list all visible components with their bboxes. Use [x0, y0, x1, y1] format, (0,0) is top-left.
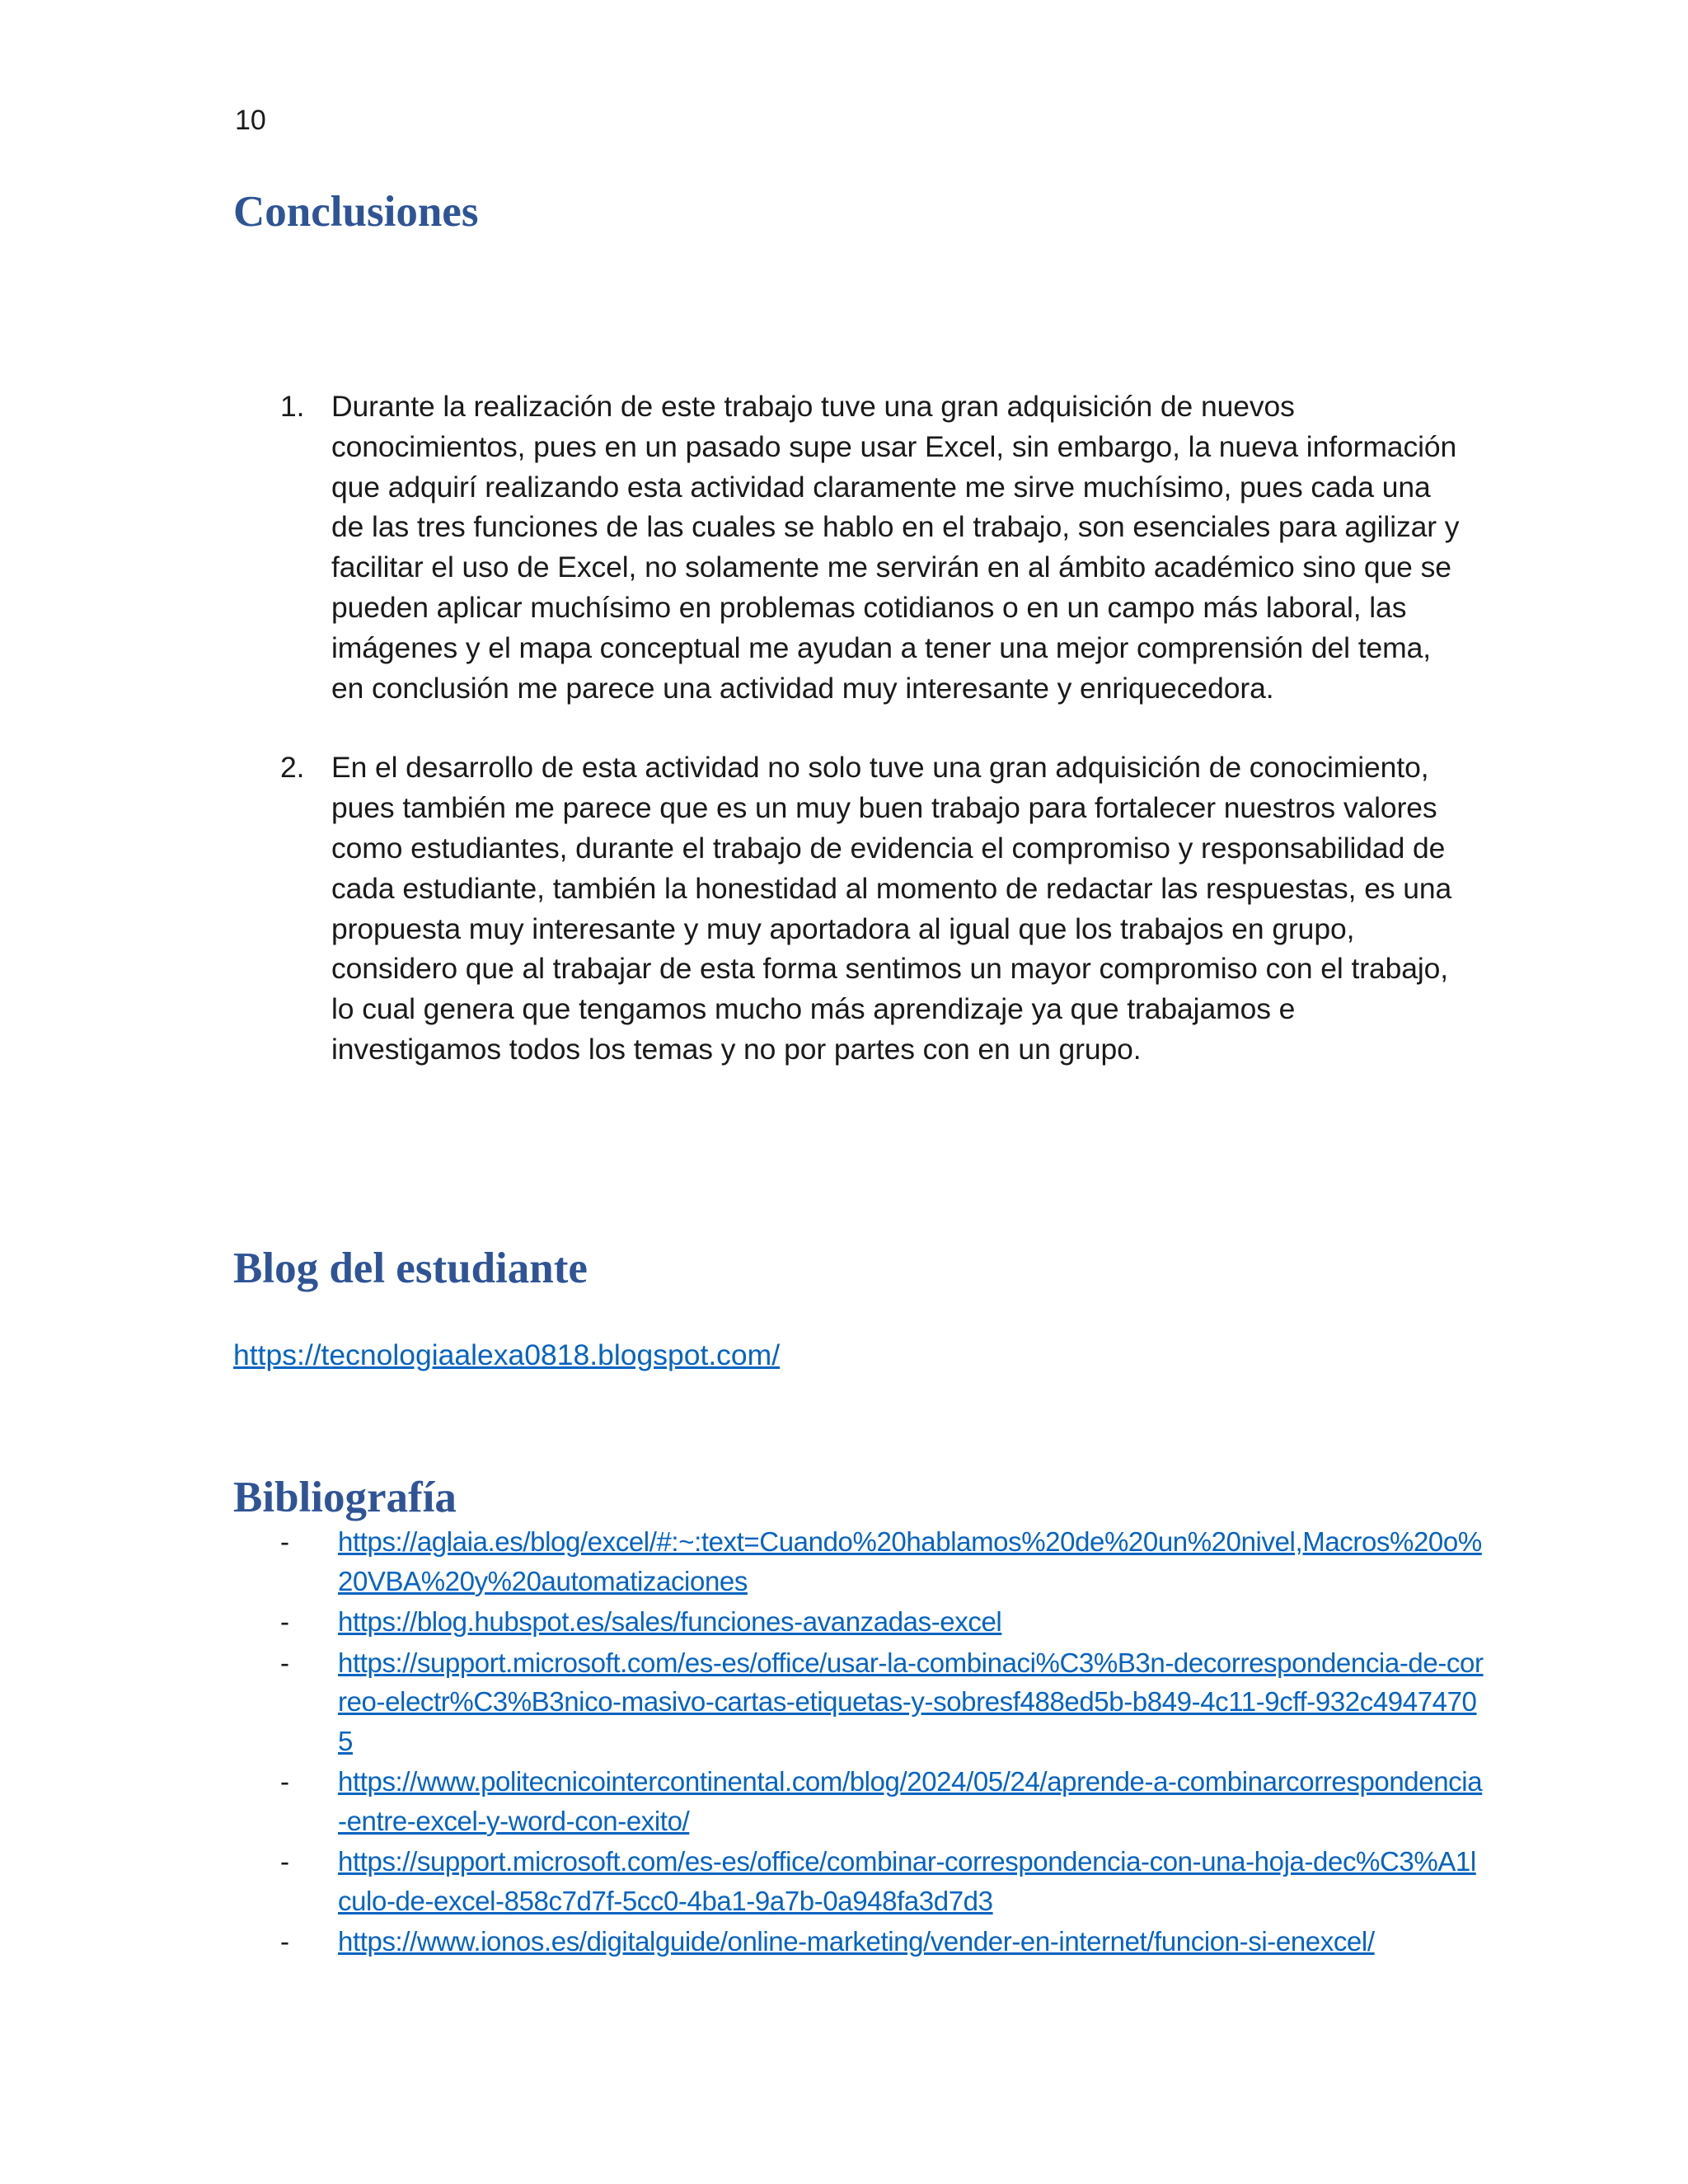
conclusion-item-text: En el desarrollo de esta actividad no solo tuve una gran adquisición de conocimiento, pues también me parece que es un muy buen trabajo para fortalecer nuestros valores como estudiantes, durante el trabajo de evidencia el compromiso y responsabilidad de cada estudiante, también la honestidad al momento de redactar las respuestas, es una propuesta muy interesante y muy aportadora al igual que los trabajos en grupo, considero que al trabajar de esta forma sentimos un mayor compromiso con el trabajo, lo cual genera que tengamos mucho más aprendizaje ya que trabajamos e investigamos todos los temas y no por partes con en un grupo.	[331, 751, 1452, 1066]
blog-link[interactable]: https://tecnologiaalexa0818.blogspot.com/	[233, 1338, 781, 1371]
bullet-dash: -	[280, 1926, 289, 1957]
bibliography-heading: Bibliografía	[233, 1474, 457, 1521]
bibliography-list	[280, 1522, 1484, 1963]
conclusion-item-text: Durante la realización de este trabajo tuve una gran adquisición de nuevos conocimientos, pues en un pasado supe usar Excel, sin embargo, la nueva información que adquirí realizando esta actividad claramente me sirve muchísimo, pues cada una de las tres funciones de las cuales se hablo en el trabajo, son esenciales para agilizar y facilitar el uso de Excel, no solamente me servirán en al ámbito académico sino que se pueden aplicar muchísimo en problemas cotidianos o en un campo más laboral, las imágenes y el mapa conceptual me ayudan a tener una mejor comprensión del tema, en conclusión me parece una actividad muy interesante y enriquecedora.	[331, 390, 1460, 705]
conclusion-item	[280, 387, 1467, 708]
page-number: 10	[235, 105, 266, 136]
bibliography-item	[280, 1922, 1484, 1961]
bibliography-item	[280, 1643, 1484, 1761]
conclusions-list	[280, 387, 1467, 1070]
bibliography-link[interactable]: https://www.ionos.es/digitalguide/online-marketing/vender-en-internet/funcion-si-enexcel/	[338, 1926, 1375, 1957]
bibliography-link[interactable]: https://support.microsoft.com/es-es/office/usar-la-combinaci%C3%B3n-decorrespondencia-de-correo-electr%C3%B3nico-masivo-cartas-etiquetas-y-sobresf488ed5b-b849-4c11-9cff-932c49474705	[338, 1647, 1484, 1756]
bibliography-item	[280, 1762, 1484, 1840]
conclusion-item	[280, 748, 1467, 1069]
bibliography-link[interactable]: https://blog.hubspot.es/sales/funciones-avanzadas-excel	[338, 1606, 1002, 1637]
bibliography-link[interactable]: https://aglaia.es/blog/excel/#:~:text=Cuando%20hablamos%20de%20un%20nivel,Macros%20o%20VBA%20y%20automatizaciones	[338, 1526, 1482, 1596]
conclusion-item-number: 1.	[280, 390, 305, 423]
conclusions-heading: Conclusiones	[233, 188, 479, 236]
conclusion-item-number: 2.	[280, 751, 305, 785]
bibliography-item	[280, 1842, 1484, 1920]
bullet-dash: -	[280, 1606, 289, 1637]
bullet-dash: -	[280, 1846, 289, 1877]
bullet-dash: -	[280, 1526, 289, 1557]
bibliography-item	[280, 1602, 1484, 1642]
blog-heading: Blog del estudiante	[233, 1244, 588, 1292]
bibliography-item	[280, 1522, 1484, 1601]
bibliography-link[interactable]: https://www.politecnicointercontinental.com/blog/2024/05/24/aprende-a-combinarcorrespondencia-entre-excel-y-word-con-exito/	[338, 1766, 1483, 1836]
bibliography-link[interactable]: https://support.microsoft.com/es-es/office/combinar-correspondencia-con-una-hoja-dec%C3%A1lculo-de-excel-858c7d7f-5cc0-4ba1-9a7b-0a948fa3d7d3	[338, 1846, 1476, 1916]
bullet-dash: -	[280, 1766, 289, 1797]
bullet-dash: -	[280, 1647, 289, 1678]
